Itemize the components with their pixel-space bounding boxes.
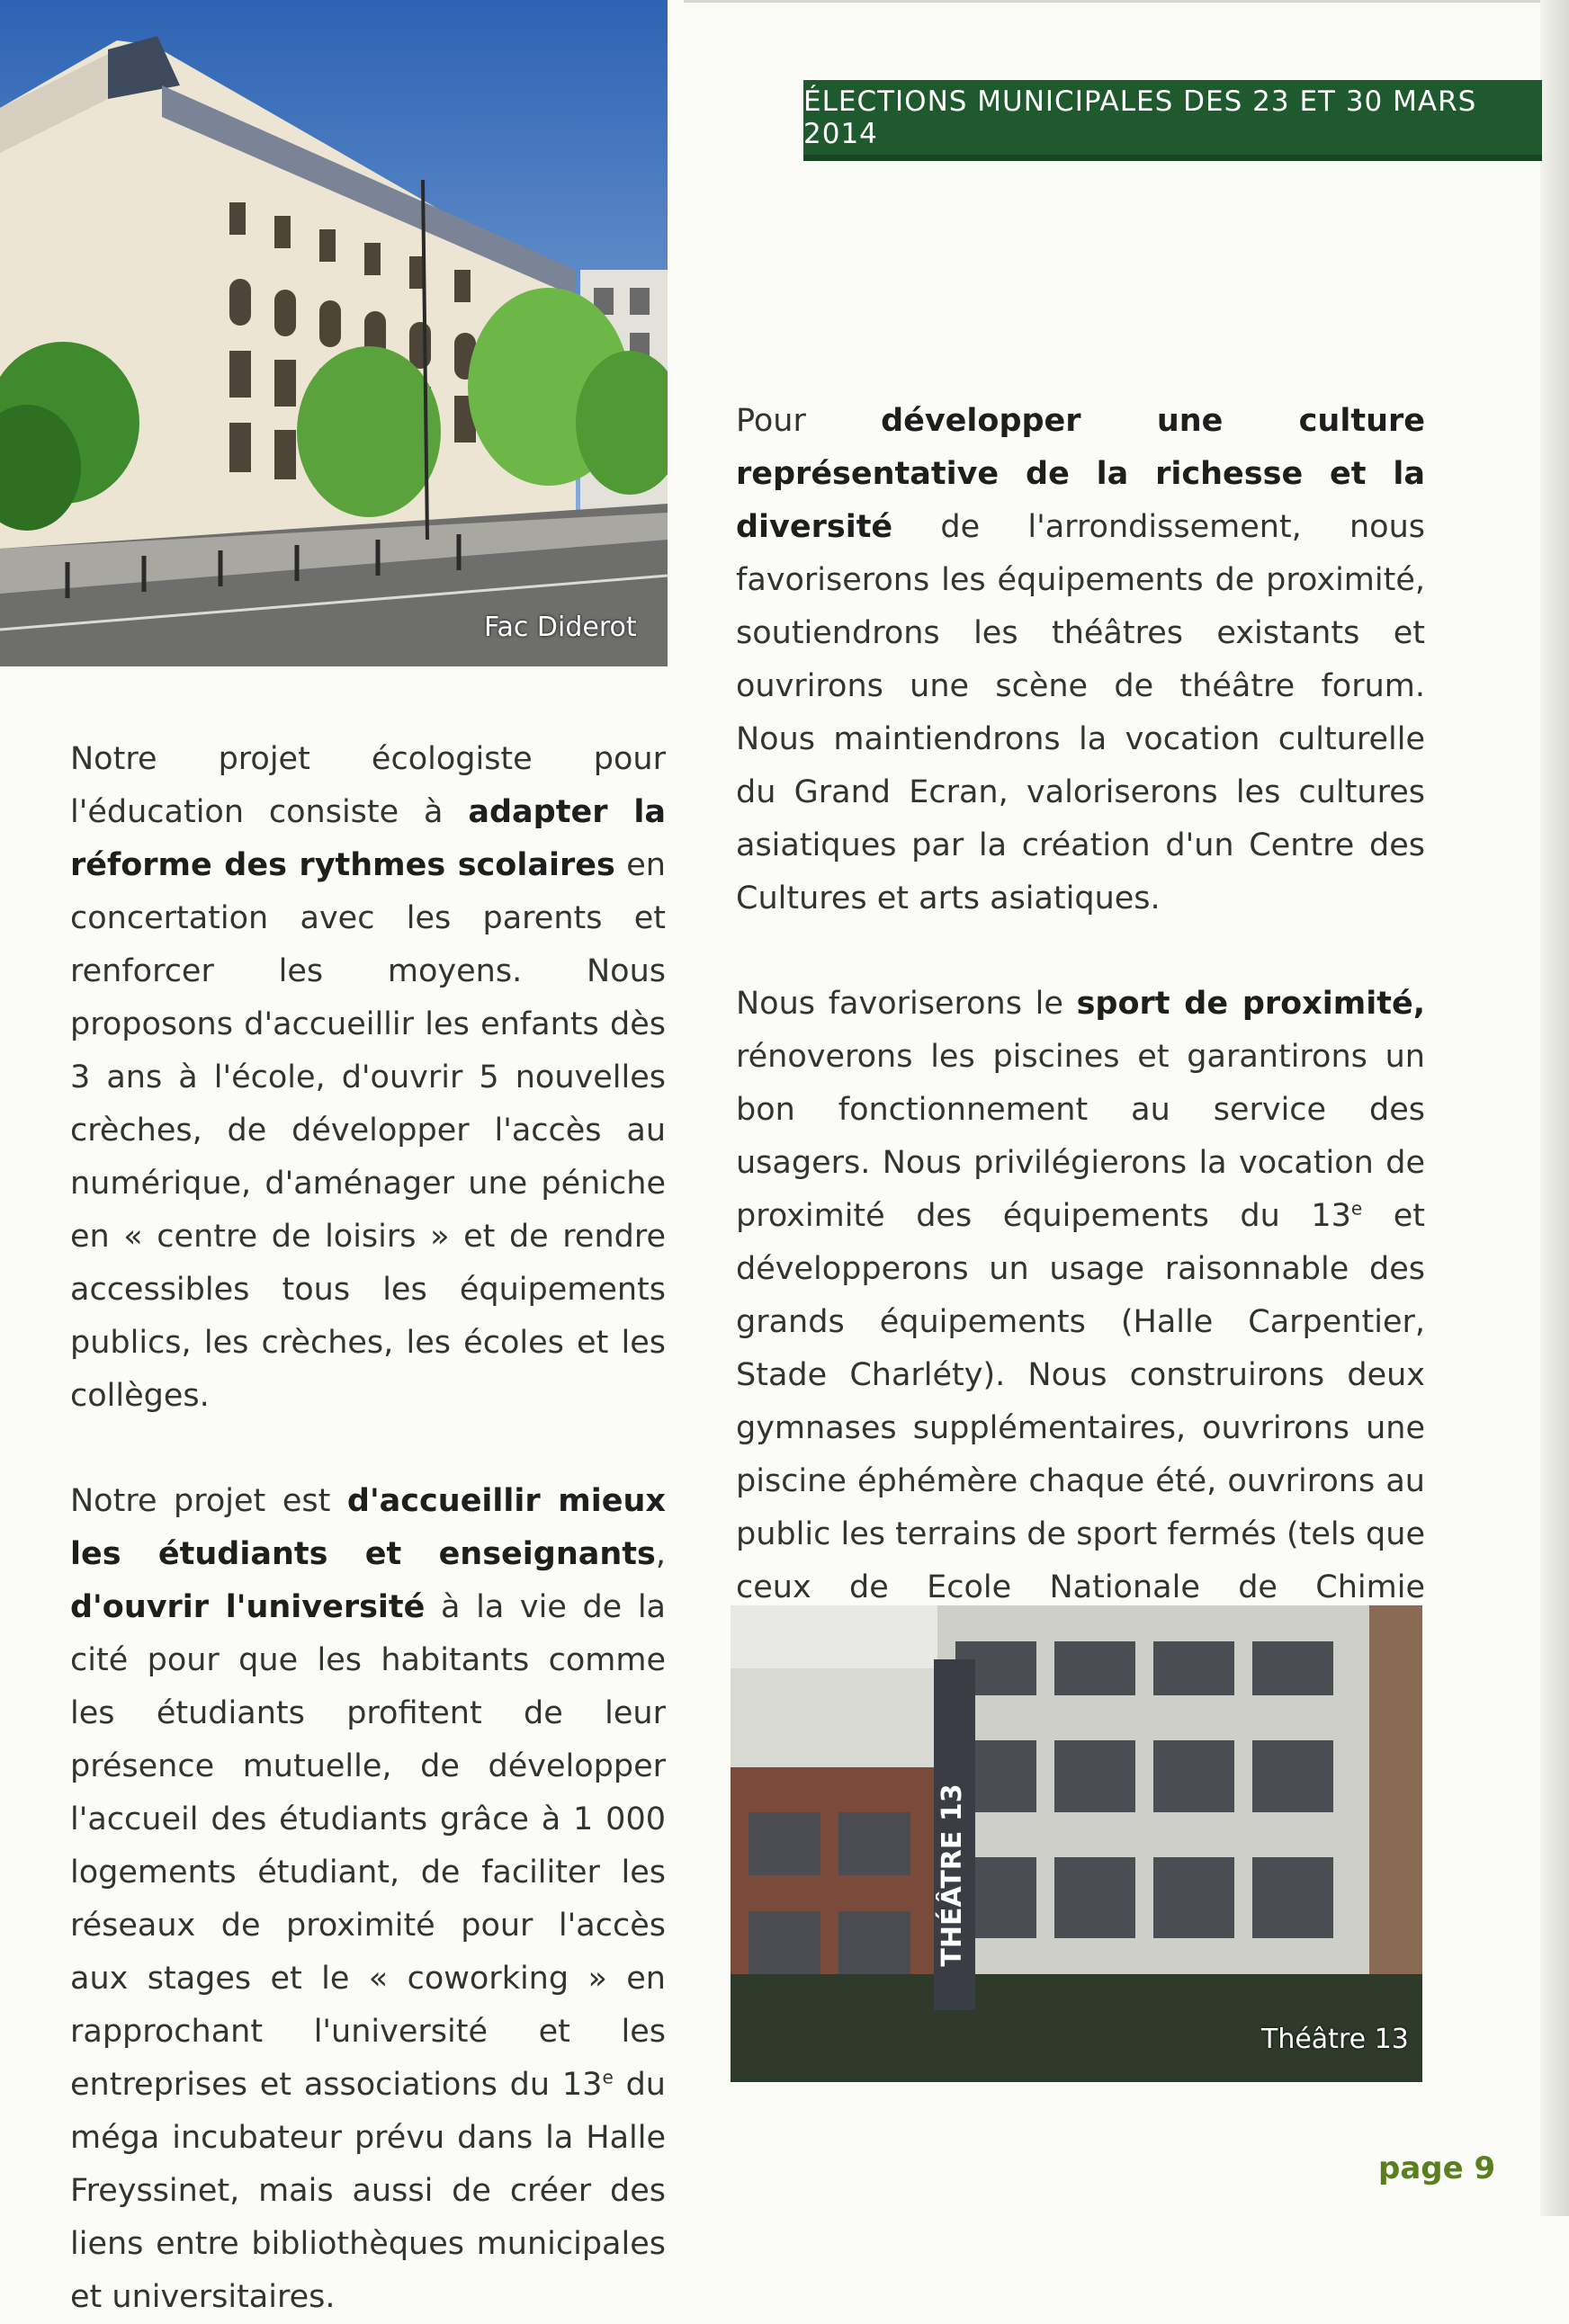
highlight-etudiants: d'accueillir mieux les étudiants et enseignants [70, 1483, 666, 1572]
left-column [70, 733, 666, 2324]
highlight-sport: sport de proximité, [1076, 986, 1425, 1022]
photo-caption-fac-diderot: Fac Diderot [484, 612, 637, 643]
theatre-sign-text: THÉÂTRE 13 [937, 1783, 968, 1967]
right-column [736, 395, 1425, 1667]
education-paragraph: Notre projet écologiste pour l'éducation consiste à adapter la réforme des rythmes scolaires en concertation avec les parents et renforcer les moyens. Nous proposons d'accueillir les enfants dès 3 ans à l'école, d'ouvrir 5 nouvelles crèches, de développer l'accès au numérique, d'aménager une péniche en « centre de loisirs » et de rendre accessibles tous les équipements publics, les crèches, les écoles et les collèges. [70, 741, 666, 1414]
university-paragraph: Notre projet est d'accueillir mieux les étudiants et enseignants, d'ouvrir l'université à la vie de la cité pour que les habitants comme les étudiants profitent de leur présence mutuelle, de développer l'accueil des étudiants grâce à 1 000 logements étudiant, de faciliter les réseaux de proximité pour l'accès aux stages et le « coworking » en rapprochant l'université et les entreprises et associations du 13e du méga incubateur prévu dans la Halle Freyssinet, mais aussi de créer des liens entre bibliothèques municipales et universitaires. [70, 1483, 667, 2315]
culture-paragraph: Pour développer une culture représentative de la richesse et la diversité de l'arrondissement, nous favoriserons les équipements de proximité, soutiendrons les théâtres existants et ouvrirons une scène de théâtre forum. Nous maintiendrons la vocation culturelle du Grand Ecran, valoriserons les cultures asiatiques par la création d'un Centre des Cultures et arts asiatiques. [736, 403, 1425, 916]
highlight-rythmes: adapter la réforme des rythmes scolaires [70, 794, 666, 883]
sport-paragraph: Nous favoriserons le sport de proximité, rénoverons les piscines et garantirons un bon fonctionnement au service des usagers. Nous privilégierons la vocation de proximité des équipements du 13e et développerons un usage raisonnable des grands équipements (Halle Carpentier, Stade Charléty). Nous construirons deux gymnases supplémentaires, ouvrirons une piscine éphémère chaque été, ouvrirons au public les terrains de sport fermés (tels que ceux de Ecole Nationale de Chimie [736, 986, 1425, 1605]
fac-diderot-photo [0, 0, 668, 666]
page-fold-shadow [1540, 0, 1569, 2216]
election-banner: ÉLECTIONS MUNICIPALES DES 23 ET 30 MARS 2014 [803, 80, 1542, 161]
highlight-universite: d'ouvrir l'université [70, 1589, 426, 1625]
photo-caption-theatre-13: Théâtre 13 [1261, 2024, 1409, 2055]
theatre-13-photo [731, 1605, 1422, 2082]
highlight-culture: développer une culture représentative de la richesse et la diversité [736, 403, 1425, 545]
page-number: page 9 [1378, 2150, 1496, 2186]
top-rule [684, 0, 1547, 3]
